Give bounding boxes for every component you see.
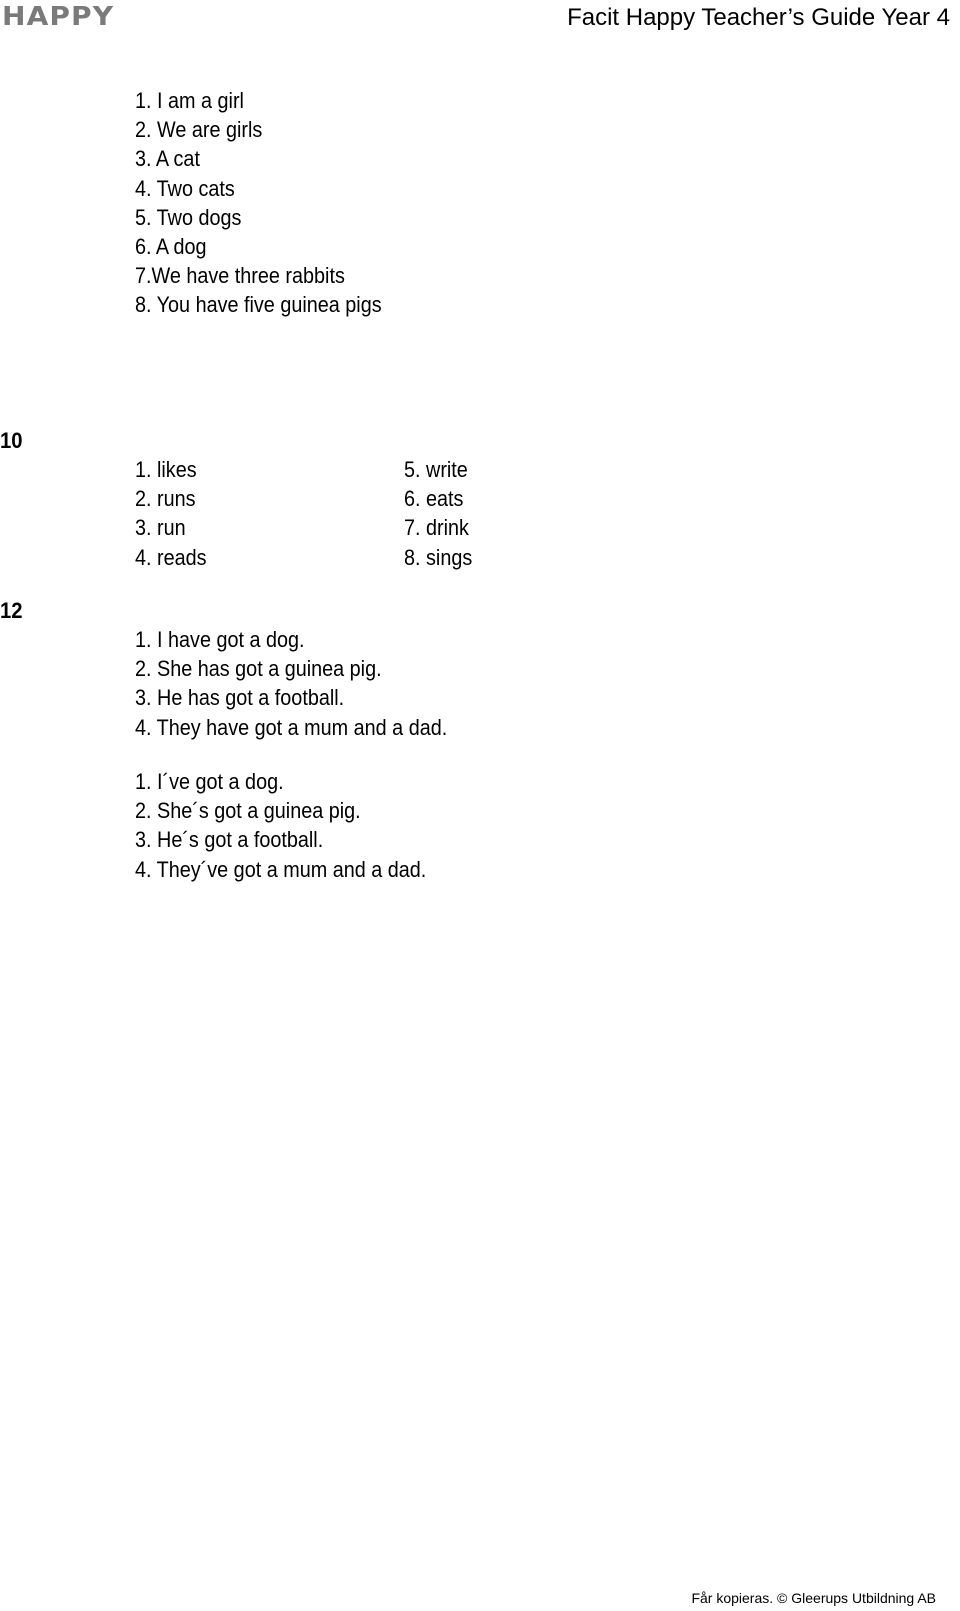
list-item: 1. I am a girl xyxy=(135,88,244,113)
list-item: 1. I have got a dog. xyxy=(135,627,305,652)
list-item: 6. A dog xyxy=(135,233,207,259)
list-item: 7.We have three rabbits xyxy=(135,263,345,289)
list-item: 6. eats xyxy=(404,486,464,512)
list-item: 5. Two dogs xyxy=(135,204,242,230)
list-item: 8. sings xyxy=(404,544,473,570)
list-item: 4. Two cats xyxy=(135,175,235,201)
list-item: 5. write xyxy=(404,457,468,482)
happy-logo: HAPPY xyxy=(2,2,115,32)
section-number-12: 12 xyxy=(0,598,23,623)
list-item: 4. They´ve got a mum and a dad. xyxy=(135,856,427,882)
list-item: 3. run xyxy=(135,515,186,541)
section-number-10: 10 xyxy=(0,428,23,453)
copyright-footer: Får kopieras. © Gleerups Utbildning AB xyxy=(691,1590,936,1606)
list-item: 7. drink xyxy=(404,515,469,541)
list-item: 1. likes xyxy=(135,457,197,482)
list-item: 3. A cat xyxy=(135,146,200,172)
list-item: 8. You have five guinea pigs xyxy=(135,292,382,318)
list-item: 2. runs xyxy=(135,486,196,512)
answer-list-10-left xyxy=(135,455,207,572)
list-item: 3. He´s got a football. xyxy=(135,827,324,853)
list-item: 1. I´ve got a dog. xyxy=(135,769,284,794)
answer-list-12-long xyxy=(135,625,447,742)
list-item: 4. They have got a mum and a dad. xyxy=(135,714,448,740)
answer-list-10-right xyxy=(404,455,472,572)
list-item: 2. She has got a guinea pig. xyxy=(135,656,382,682)
list-item: 4. reads xyxy=(135,544,207,570)
list-item: 2. We are girls xyxy=(135,117,263,143)
answer-list-top xyxy=(135,86,382,320)
list-item: 2. She´s got a guinea pig. xyxy=(135,798,361,824)
list-item: 3. He has got a football. xyxy=(135,685,345,711)
answer-list-12-short xyxy=(135,767,426,884)
page-header-title: Facit Happy Teacher’s Guide Year 4 xyxy=(567,4,950,31)
